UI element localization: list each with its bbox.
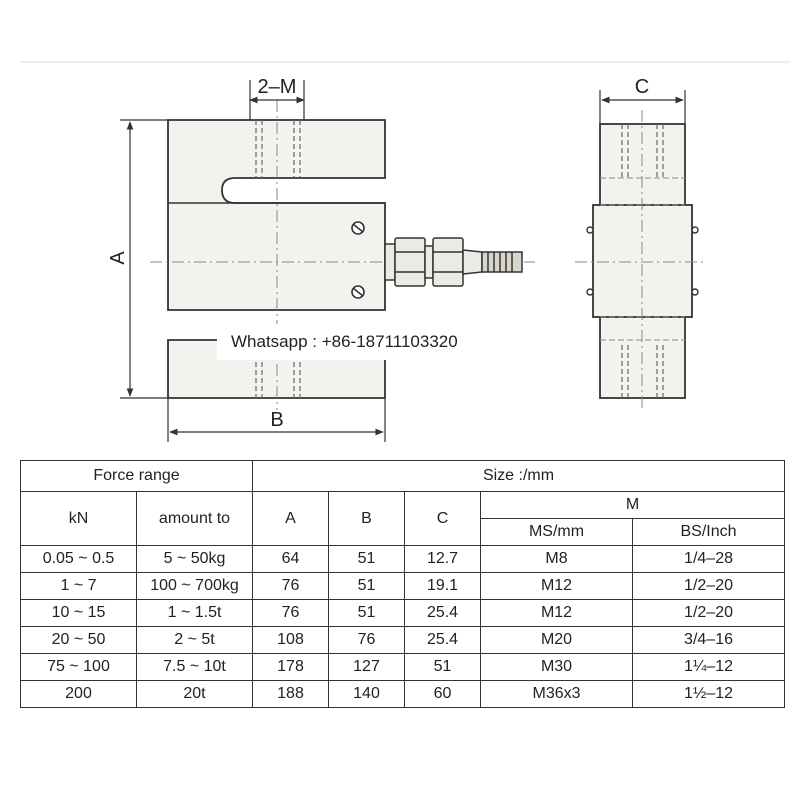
- cell-bs: 1¼–12: [633, 654, 785, 681]
- screw-bottom: [352, 286, 364, 298]
- cell-amount: 5 ~ 50kg: [137, 546, 253, 573]
- cell-amount: 1 ~ 1.5t: [137, 600, 253, 627]
- cell-b: 127: [329, 654, 405, 681]
- b-header: B: [329, 492, 405, 546]
- cell-amount: 100 ~ 700kg: [137, 573, 253, 600]
- cell-b: 51: [329, 546, 405, 573]
- cell-a: 178: [253, 654, 329, 681]
- cell-amount: 20t: [137, 681, 253, 708]
- cell-amount: 2 ~ 5t: [137, 627, 253, 654]
- c-header: C: [405, 492, 481, 546]
- m-header: M: [481, 492, 785, 519]
- cell-a: 76: [253, 600, 329, 627]
- cell-ms: M20: [481, 627, 633, 654]
- cell-c: 60: [405, 681, 481, 708]
- cell-a: 64: [253, 546, 329, 573]
- label-a: A: [107, 251, 129, 265]
- label-c: C: [634, 76, 650, 98]
- table-row: [21, 681, 785, 708]
- force-range-header: Force range: [21, 461, 253, 492]
- cell-b: 51: [329, 600, 405, 627]
- label-2m: 2–M: [257, 76, 297, 98]
- table-row: [21, 600, 785, 627]
- cell-b: 140: [329, 681, 405, 708]
- cell-amount: 7.5 ~ 10t: [137, 654, 253, 681]
- cell-ms: M8: [481, 546, 633, 573]
- cell-a: 188: [253, 681, 329, 708]
- cell-b: 76: [329, 627, 405, 654]
- cell-a: 108: [253, 627, 329, 654]
- table-row: [21, 546, 785, 573]
- cell-ms: M12: [481, 573, 633, 600]
- cell-kn: 1 ~ 7: [21, 573, 137, 600]
- cell-a: 76: [253, 573, 329, 600]
- ms-header: MS/mm: [481, 519, 633, 546]
- cell-bs: 1/4–28: [633, 546, 785, 573]
- cell-c: 19.1: [405, 573, 481, 600]
- size-header: Size :/mm: [253, 461, 785, 492]
- cell-bs: 1/2–20: [633, 573, 785, 600]
- table-row: [21, 627, 785, 654]
- cell-bs: 1/2–20: [633, 600, 785, 627]
- screw-top: [352, 222, 364, 234]
- cell-c: 25.4: [405, 600, 481, 627]
- cell-bs: 1½–12: [633, 681, 785, 708]
- kn-header: kN: [21, 492, 137, 546]
- cell-kn: 75 ~ 100: [21, 654, 137, 681]
- cell-kn: 10 ~ 15: [21, 600, 137, 627]
- table-row: [21, 573, 785, 600]
- cell-kn: 20 ~ 50: [21, 627, 137, 654]
- cell-ms: M30: [481, 654, 633, 681]
- label-b: B: [270, 409, 284, 431]
- whatsapp-watermark: Whatsapp : +86-18711103320: [217, 324, 550, 360]
- amount-header: amount to: [137, 492, 253, 546]
- cell-ms: M36x3: [481, 681, 633, 708]
- bs-header: BS/Inch: [633, 519, 785, 546]
- cell-c: 12.7: [405, 546, 481, 573]
- cable-connector: [385, 238, 522, 286]
- cell-kn: 200: [21, 681, 137, 708]
- cell-c: 51: [405, 654, 481, 681]
- table-row: [21, 654, 785, 681]
- spec-table: [20, 460, 785, 708]
- a-header: A: [253, 492, 329, 546]
- cell-b: 51: [329, 573, 405, 600]
- cell-c: 25.4: [405, 627, 481, 654]
- cell-bs: 3/4–16: [633, 627, 785, 654]
- cell-kn: 0.05 ~ 0.5: [21, 546, 137, 573]
- cell-ms: M12: [481, 600, 633, 627]
